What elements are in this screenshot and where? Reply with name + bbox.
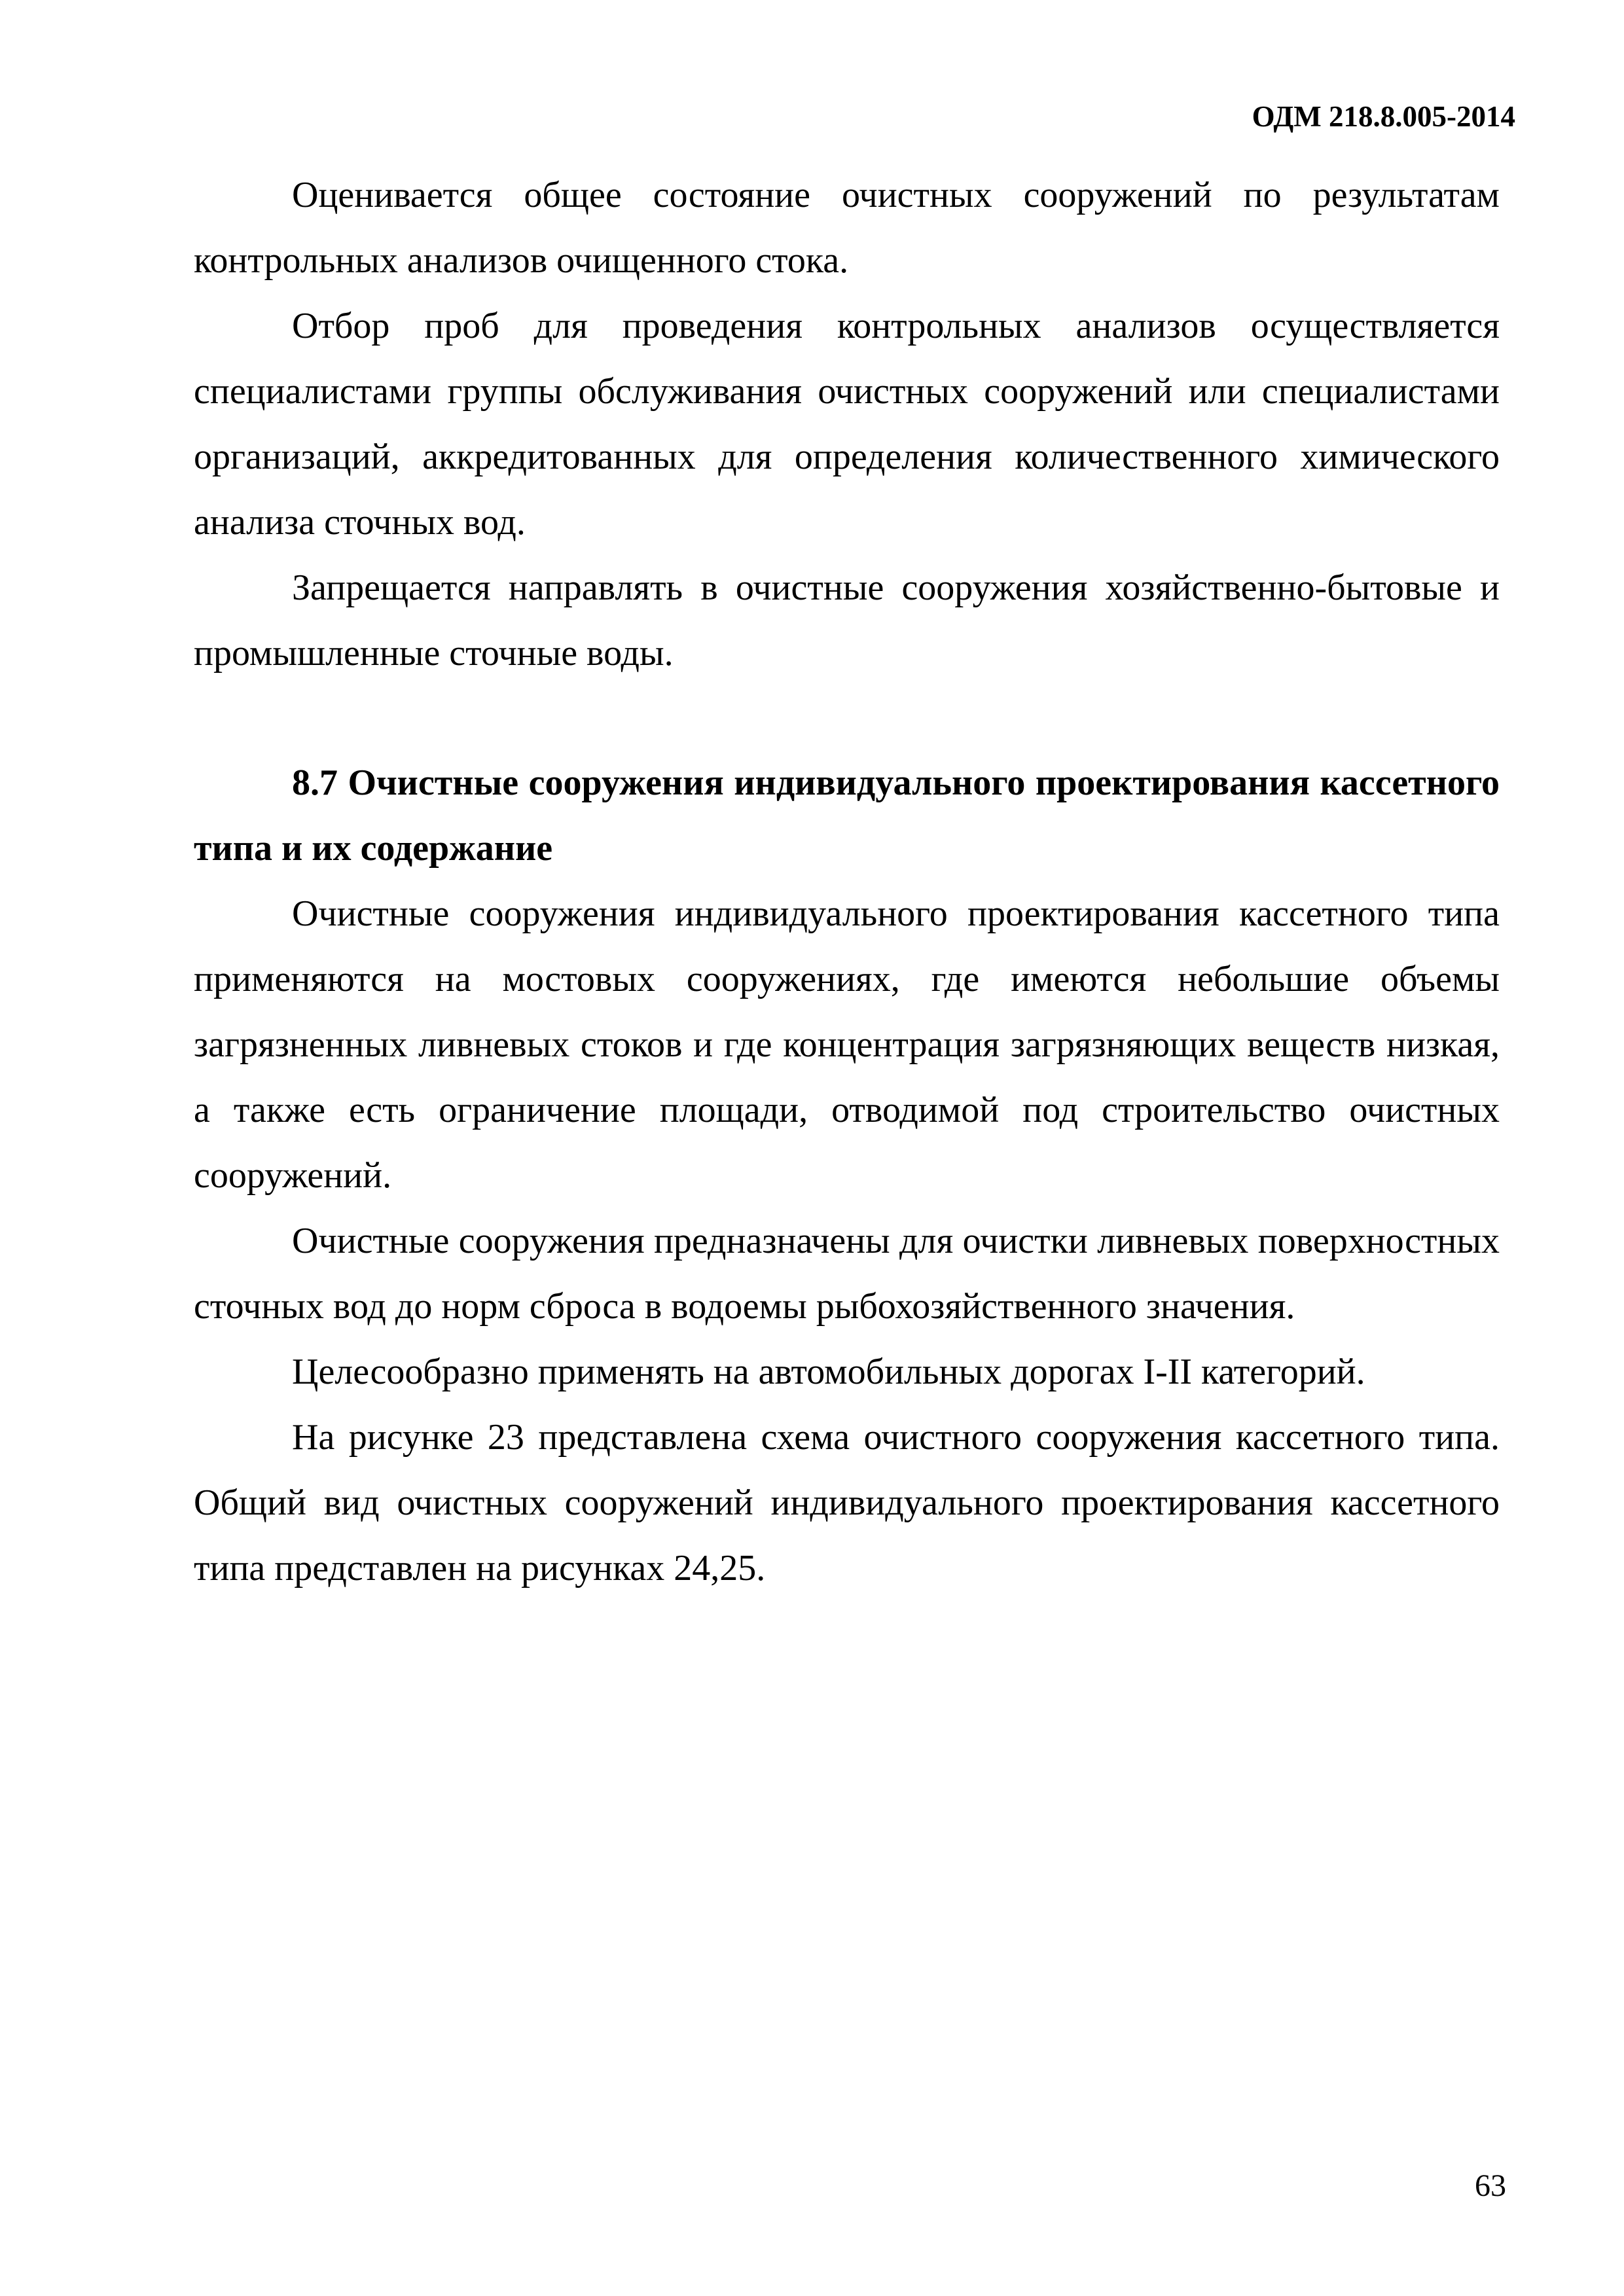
- paragraph: Запрещается направлять в очистные сооружения хозяйственно-бытовые и промышленные сточные воды.: [194, 567, 1500, 673]
- paragraph: Очистные сооружения предназначены для очистки ливневых поверхностных сточных вод до норм сброса в водоемы рыбохозяйственного значения.: [194, 1221, 1500, 1327]
- document-code: ОДМ 218.8.005-2014: [1252, 100, 1515, 133]
- paragraph: Оценивается общее состояние очистных сооружений по результатам контрольных анализов очищенного стока.: [194, 175, 1500, 281]
- page-body: [194, 162, 1500, 1601]
- page-number: 63: [1475, 2168, 1506, 2203]
- paragraph: Очистные сооружения индивидуального проектирования кассетного типа применяются на мостовых сооружениях, где имеются небольшие объемы загрязненных ливневых стоков и где концентрация загрязняющих веществ низкая, а также есть ограничение площади, отводимой под строительство очистных сооружений.: [194, 893, 1500, 1196]
- paragraph: На рисунке 23 представлена схема очистного сооружения кассетного типа. Общий вид очистных сооружений индивидуального проектирования кассетного типа представлен на рисунках 24,25.: [194, 1417, 1500, 1588]
- section-heading: 8.7 Очистные сооружения индивидуального проектирования кассетного типа и их содержание: [194, 762, 1500, 869]
- paragraph: Целесообразно применять на автомобильных дорогах I-II категорий.: [292, 1352, 1365, 1392]
- paragraph: Отбор проб для проведения контрольных анализов осуществляется специалистами группы обслуживания очистных сооружений или специалистами организаций, аккредитованных для определения количественного химического анализа сточных вод.: [194, 306, 1500, 543]
